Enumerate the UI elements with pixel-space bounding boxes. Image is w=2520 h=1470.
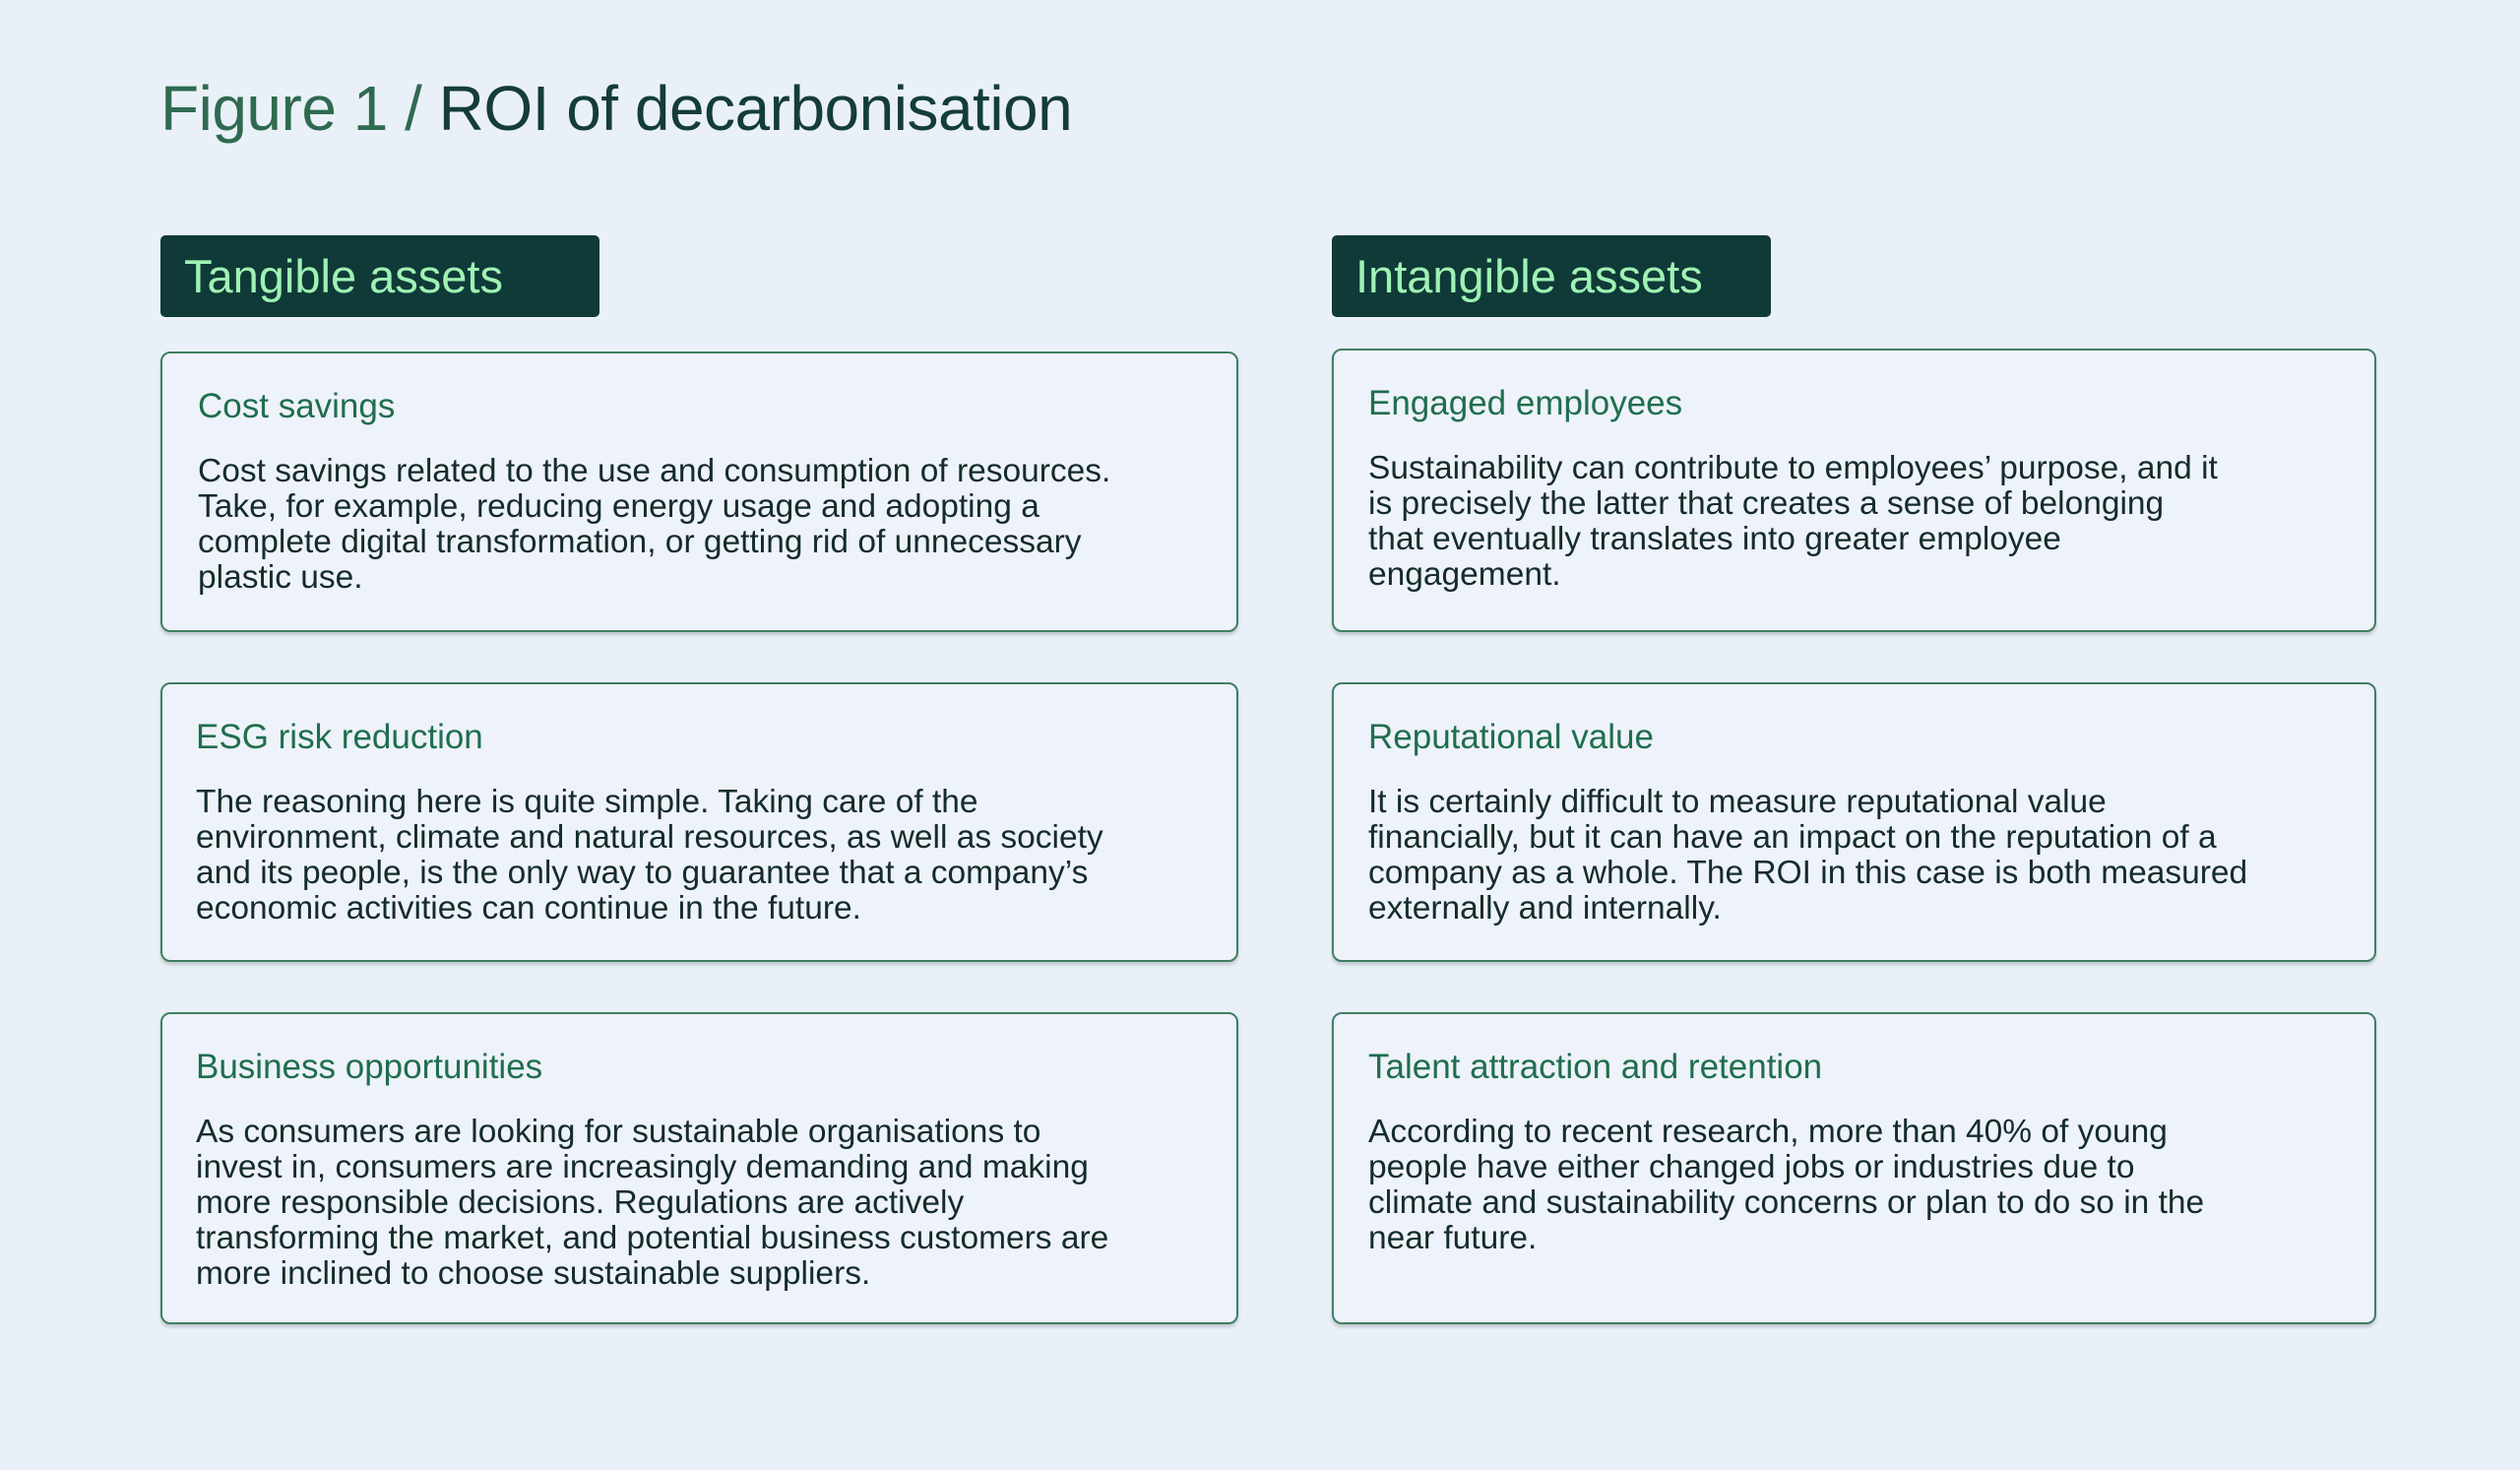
card-body xyxy=(1368,785,2339,927)
card-body-line: more inclined to choose sustainable suppliers. xyxy=(196,1255,871,1292)
card-body-line: Sustainability can contribute to employees’ purpose, and it xyxy=(1368,450,2218,486)
card-body xyxy=(196,785,1201,927)
card-body-line: economic activities can continue in the future. xyxy=(196,890,861,927)
card-body-line: climate and sustainability concerns or plan to do so in the xyxy=(1368,1184,2205,1221)
card-body-line: It is certainly difficult to measure reputational value xyxy=(1368,784,2107,820)
card-body xyxy=(198,454,1201,596)
tangible-assets-header: Tangible assets xyxy=(160,235,599,317)
card-body-line: complete digital transformation, or getting rid of unnecessary xyxy=(198,524,1082,560)
card-body-line: invest in, consumers are increasingly demanding and making xyxy=(196,1149,1089,1185)
card-body xyxy=(196,1115,1201,1292)
figure-title xyxy=(160,73,1073,144)
card-body-line: financially, but it can have an impact on the reputation of a xyxy=(1368,819,2217,856)
card-title: Cost savings xyxy=(198,387,396,425)
figure-heading: ROI of decarbonisation xyxy=(438,73,1073,144)
cost-savings-card xyxy=(160,352,1238,632)
intangible-assets-header: Intangible assets xyxy=(1332,235,1771,317)
card-title: Business opportunities xyxy=(196,1048,543,1086)
esg-risk-reduction-card xyxy=(160,682,1238,962)
card-body-line: people have either changed jobs or industries due to xyxy=(1368,1149,2135,1185)
card-title: Engaged employees xyxy=(1368,384,1683,422)
card-body-line: environment, climate and natural resources, as well as society xyxy=(196,819,1103,856)
card-body-line: company as a whole. The ROI in this case is both measured xyxy=(1368,855,2248,891)
talent-attraction-card xyxy=(1332,1012,2376,1324)
figure-separator: / xyxy=(405,73,422,144)
engaged-employees-card xyxy=(1332,349,2376,632)
card-body-line: According to recent research, more than 40% of young xyxy=(1368,1114,2168,1150)
card-body-line: Take, for example, reducing energy usage and adopting a xyxy=(198,488,1040,525)
card-title: Reputational value xyxy=(1368,718,1654,756)
card-body xyxy=(1368,1115,2339,1256)
card-body-line: engagement. xyxy=(1368,556,1561,593)
card-body-line: Cost savings related to the use and consumption of resources. xyxy=(198,453,1111,489)
card-body-line: externally and internally. xyxy=(1368,890,1722,927)
card-body-line: As consumers are looking for sustainable organisations to xyxy=(196,1114,1041,1150)
card-body-line: transforming the market, and potential business customers are xyxy=(196,1220,1109,1256)
card-body-line: near future. xyxy=(1368,1220,1538,1256)
card-title: ESG risk reduction xyxy=(196,718,483,756)
figure-label: Figure 1 xyxy=(160,73,388,144)
card-body-line: The reasoning here is quite simple. Taking care of the xyxy=(196,784,978,820)
business-opportunities-card xyxy=(160,1012,1238,1324)
card-body-line: plastic use. xyxy=(198,559,363,596)
card-body-line: and its people, is the only way to guarantee that a company’s xyxy=(196,855,1089,891)
card-body-line: more responsible decisions. Regulations are actively xyxy=(196,1184,965,1221)
reputational-value-card xyxy=(1332,682,2376,962)
card-body xyxy=(1368,451,2339,593)
card-body-line: that eventually translates into greater employee xyxy=(1368,521,2061,557)
card-body-line: is precisely the latter that creates a sense of belonging xyxy=(1368,485,2165,522)
card-title: Talent attraction and retention xyxy=(1368,1048,1823,1086)
